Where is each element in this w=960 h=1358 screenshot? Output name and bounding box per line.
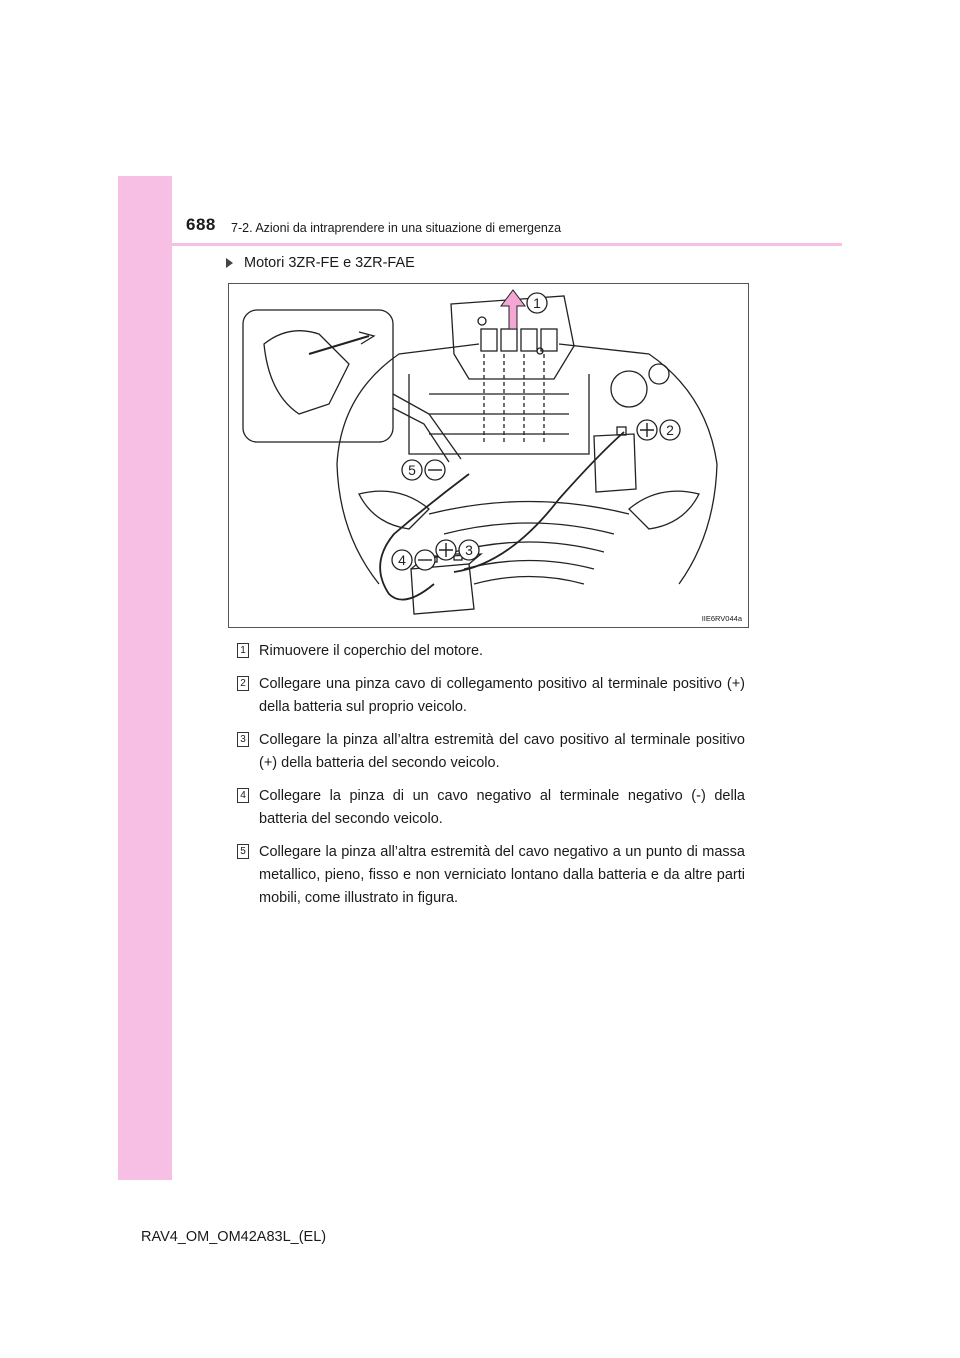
step-text: Collegare una pinza cavo di collegamento positivo al terminale positivo (+) della batteria sul proprio veicolo. (259, 676, 745, 715)
step-text: Rimuovere il coperchio del motore. (259, 643, 484, 659)
figure-code: IIE6RV044a (701, 614, 742, 623)
callout-3-label: 3 (465, 542, 473, 558)
step-list (237, 640, 745, 920)
step-text: Collegare la pinza di un cavo negativo al terminale negativo (-) della batteria del secondo veicolo. (259, 788, 745, 827)
step-3 (237, 729, 745, 775)
header-rule (172, 243, 842, 246)
side-tab (118, 176, 172, 1180)
step-1 (237, 640, 745, 663)
step-number: 5 (237, 844, 249, 859)
subheading (226, 255, 415, 271)
step-number: 2 (237, 676, 249, 691)
triangle-bullet-icon (226, 258, 233, 268)
engine-bay-drawing (229, 284, 748, 627)
step-number: 3 (237, 732, 249, 747)
subheading-text: Motori 3ZR-FE e 3ZR-FAE (244, 255, 415, 271)
callout-4-label: 4 (398, 552, 406, 568)
section-header: 7-2. Azioni da intraprendere in una situazione di emergenza (231, 221, 562, 235)
footer-doc-code: RAV4_OM_OM42A83L_(EL) (141, 1229, 327, 1245)
callout-1-label: 1 (533, 295, 541, 311)
callout-5-label: 5 (408, 462, 416, 478)
step-number: 4 (237, 788, 249, 803)
step-4 (237, 785, 745, 831)
step-2 (237, 673, 745, 719)
step-text: Collegare la pinza all’altra estremità del cavo negativo a un punto di massa metallico, pieno, fisso e non verniciato lontano dalla batteria e da altre parti mobili, come illustrato in figura. (259, 844, 745, 906)
step-5 (237, 841, 745, 910)
callout-2-label: 2 (666, 422, 674, 438)
page-number: 688 (186, 215, 216, 234)
engine-illustration (228, 283, 749, 628)
step-number: 1 (237, 643, 249, 658)
step-text: Collegare la pinza all’altra estremità del cavo positivo al terminale positivo (+) della batteria del secondo veicolo. (259, 732, 745, 771)
